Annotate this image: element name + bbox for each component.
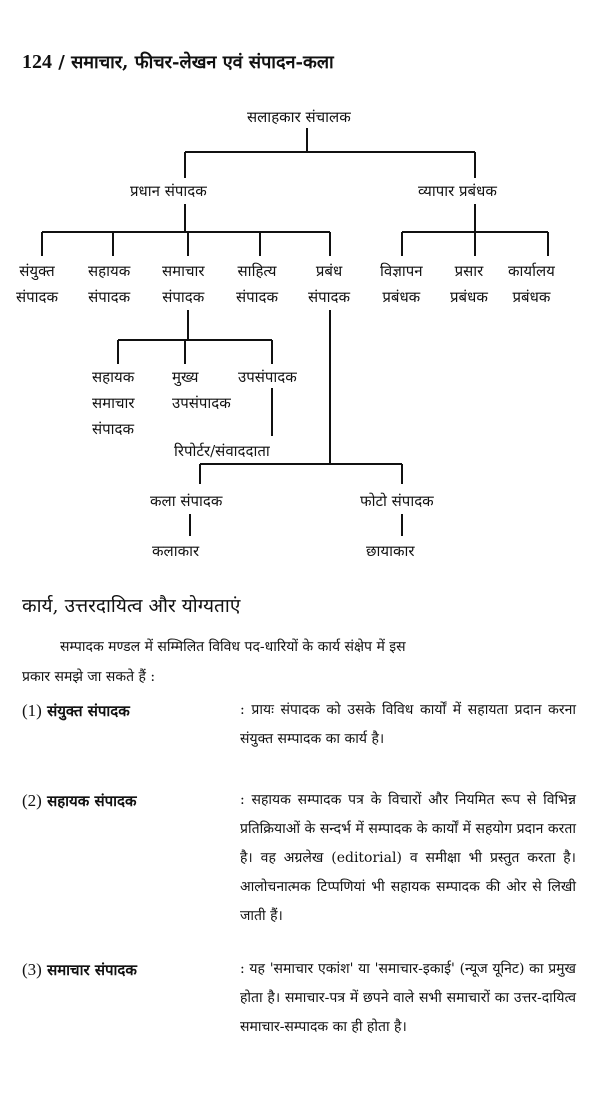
node-sahitya-sampadak xyxy=(236,258,278,310)
section-title: कार्य, उत्तरदायित्व और योग्यताएं xyxy=(22,595,241,617)
node-samachar-sampadak xyxy=(162,258,205,310)
node-vyapar-prabandhak: व्यापार प्रबंधक xyxy=(418,182,497,200)
item-title: सहायक संपादक xyxy=(47,792,137,810)
node-karyalaya-prabandhak xyxy=(508,258,555,310)
list-item xyxy=(22,955,582,1075)
item-label xyxy=(22,955,237,985)
node-line: संयुक्त xyxy=(19,262,55,280)
node-reporter: रिपोर्टर/संवाददाता xyxy=(174,442,270,460)
node-line: प्रसार xyxy=(454,262,484,280)
item-label xyxy=(22,696,237,726)
intro-line: प्रकार समझे जा सकते हैं : xyxy=(22,669,156,685)
item-text: : यह 'समाचार एकांश' या 'समाचार-इकाई' (न्यूज यूनिट) का प्रमुख होता है। समाचार-पत्र में छपने वाले सभी समाचारों का उत्तर-दायित्व समाचार-सम्पादक का ही होता है। xyxy=(240,961,576,1035)
node-line: संपादक xyxy=(162,288,205,306)
node-kala-sampadak: कला संपादक xyxy=(150,492,223,510)
list-item xyxy=(22,786,582,954)
node-prasar-prabandhak xyxy=(450,258,488,310)
node-vigyapan-prabandhak xyxy=(380,258,423,310)
node-line: संपादक xyxy=(92,420,135,438)
intro-paragraph xyxy=(22,632,578,692)
node-line: साहित्य xyxy=(237,262,277,280)
node-salahkar-sanchalak: सलाहकार संचालक xyxy=(247,108,351,126)
node-line: संपादक xyxy=(236,288,279,306)
node-line: संपादक xyxy=(308,288,351,306)
node-line: मुख्य xyxy=(172,368,199,386)
node-line: विज्ञापन xyxy=(380,262,423,280)
item-number: (3) xyxy=(22,960,42,979)
node-line: सहायक xyxy=(92,368,135,386)
node-line: प्रबंधक xyxy=(450,288,488,306)
node-pradhan-sampadak: प्रधान संपादक xyxy=(130,182,207,200)
header-title: / समाचार, फीचर-लेखन एवं संपादन-कला xyxy=(58,52,334,73)
item-title: समाचार संपादक xyxy=(47,961,137,979)
node-kalakar: कलाकार xyxy=(152,542,200,560)
intro-line: सम्पादक मण्डल में सम्मिलित विविध पद-धारियों के कार्य संक्षेप में इस xyxy=(60,639,406,655)
node-sahayak-sampadak xyxy=(88,258,130,310)
node-line: कार्यालय xyxy=(508,262,555,280)
list-item xyxy=(22,696,582,780)
item-text: : सहायक सम्पादक पत्र के विचारों और नियमित रूप से विभिन्न प्रतिक्रियाओं के सन्दर्भ में सम्पादक के कार्यों में सहयोग प्रदान करता है। वह अग्रलेख (editorial) व समीक्षा भी प्रस्तुत करता है। आलोचनात्मक टिप्पणियां भी सहायक सम्पादक की ओर से लिखी जाती हैं। xyxy=(240,792,576,924)
node-mukhya-upsampadak xyxy=(172,364,231,416)
node-chhayakar: छायाकार xyxy=(366,542,415,560)
node-line: संपादक xyxy=(16,288,59,306)
node-prabandh-sampadak xyxy=(308,258,350,310)
node-line: उपसंपादक xyxy=(172,394,231,412)
item-number: (2) xyxy=(22,791,42,810)
node-sahayak-samachar-sampadak xyxy=(92,364,135,442)
node-line: संपादक xyxy=(88,288,131,306)
node-line: प्रबंध xyxy=(315,262,343,280)
page-number: 124 xyxy=(22,51,52,73)
item-number: (1) xyxy=(22,701,42,720)
item-title: संयुक्त संपादक xyxy=(47,702,130,720)
node-line: समाचार xyxy=(162,262,205,280)
node-upsampadak: उपसंपादक xyxy=(238,368,297,386)
node-line: प्रबंधक xyxy=(382,288,421,306)
node-line: प्रबंधक xyxy=(512,288,551,306)
node-photo-sampadak: फोटो संपादक xyxy=(360,492,434,510)
item-text: : प्रायः संपादक को उसके विविध कार्यों में सहायता प्रदान करना संयुक्त सम्पादक का कार्य है। xyxy=(240,702,576,747)
node-line: सहायक xyxy=(88,262,131,280)
node-line: समाचार xyxy=(92,394,135,412)
node-sanyukt-sampadak xyxy=(16,258,58,310)
item-label xyxy=(22,786,237,816)
